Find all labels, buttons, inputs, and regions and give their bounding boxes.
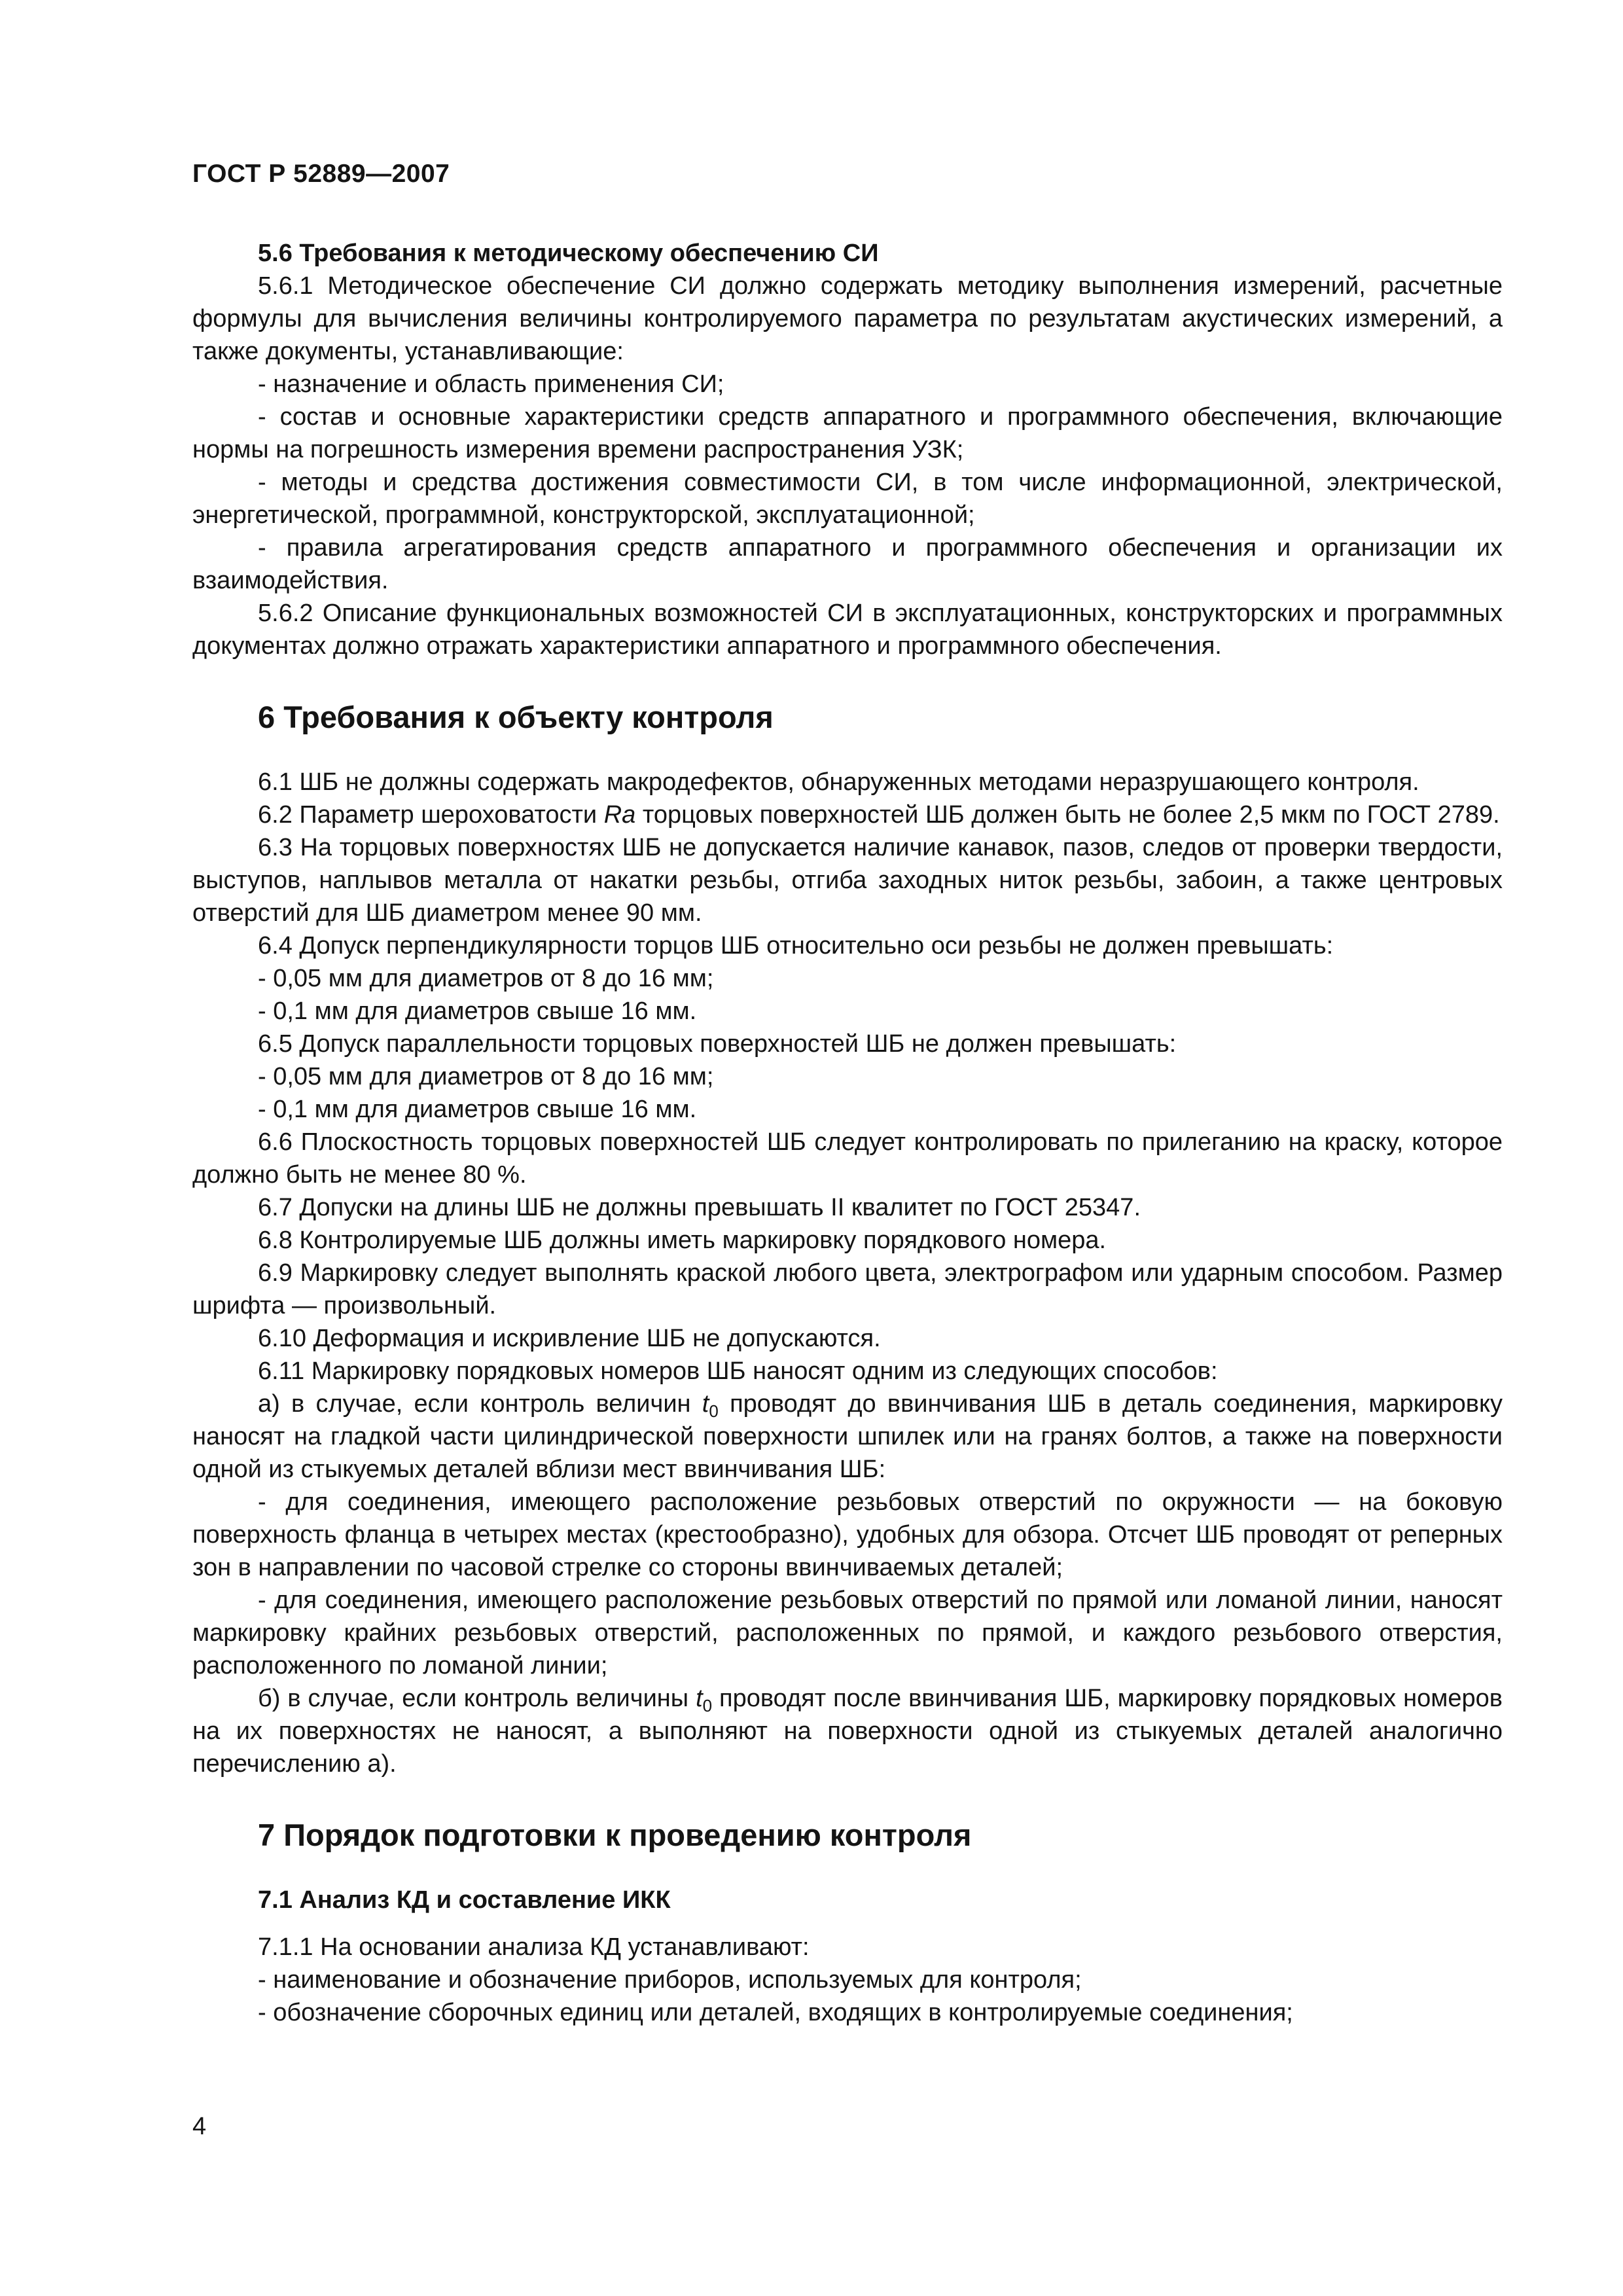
paragraph-6-11-b-part2: проводят после ввинчивания ШБ, маркировку порядковых номеров на их поверхностях не наносят, а выполняют на поверхности одной из стыкуемых деталей аналогично перечислению а). <box>192 1685 1503 1778</box>
subsection-heading-7-1: 7.1 Анализ КД и составление ИКК <box>258 1886 671 1914</box>
list-item: - для соединения, имеющего расположение резьбовых отверстий по окружности — на боковую поверхность фланца в четырех местах (крестообразно), удобных для обзора. Отсчет ШБ проводят от реперных зон в направлении по часовой стрелке со стороны ввинчиваемых деталей; <box>192 1488 1503 1581</box>
paragraph-6-11-a <box>192 1388 1503 1486</box>
paragraph-6-9: 6.9 Маркировку следует выполнять краской любого цвета, электрографом или ударным способом. Размер шрифта — произвольный. <box>192 1259 1503 1319</box>
document-code-header: ГОСТ Р 52889—2007 <box>192 160 450 188</box>
t0-subscript: 0 <box>702 1696 713 1715</box>
paragraph-6-4: 6.4 Допуск перпендикулярности торцов ШБ относительно оси резьбы не должен превышать: <box>258 932 1334 960</box>
paragraph-6-2-part2: торцовых поверхностей ШБ должен быть не более 2,5 мкм по ГОСТ 2789. <box>635 801 1500 829</box>
section-heading-6: 6 Требования к объекту контроля <box>258 700 774 734</box>
section-heading-7: 7 Порядок подготовки к проведению контроля <box>258 1818 972 1852</box>
paragraph-6-2-part1: 6.2 Параметр шероховатости <box>258 801 604 829</box>
paragraph-6-3: 6.3 На торцовых поверхностях ШБ не допускается наличие канавок, пазов, следов от проверки твердости, выступов, наплывов металла от накатки резьбы, отгиба заходных ниток резьбы, забоин, а также центровых отверстий для ШБ диаметром менее 90 мм. <box>192 834 1503 927</box>
list-item: - 0,1 мм для диаметров свыше 16 мм. <box>258 1096 697 1123</box>
list-item: - состав и основные характеристики средств аппаратного и программного обеспечения, включающие нормы на погрешность измерения времени распространения УЗК; <box>192 403 1503 463</box>
t0-subscript: 0 <box>709 1401 719 1421</box>
paragraph-6-7: 6.7 Допуски на длины ШБ не должны превышать II квалитет по ГОСТ 25347. <box>258 1194 1141 1221</box>
paragraph-5-6-1: 5.6.1 Методическое обеспечение СИ должно содержать методику выполнения измерений, расчетные формулы для вычисления величины контролируемого параметра по результатам акустических измерений, а также документы, устанавливающие: <box>192 272 1503 365</box>
paragraph-6-1: 6.1 ШБ не должны содержать макродефектов, обнаруженных методами неразрушающего контроля. <box>258 768 1419 796</box>
subsection-heading-5-6: 5.6 Требования к методическому обеспечению СИ <box>258 240 879 267</box>
paragraph-7-1-1: 7.1.1 На основании анализа КД устанавливают: <box>258 1933 810 1961</box>
paragraph-6-11-a-part2: проводят до ввинчивания ШБ в деталь соединения, маркировку наносят на гладкой части цилиндрической поверхности шпилек или на гранях болтов, а также на поверхности одной из стыкуемых деталей вблизи мест ввинчивания ШБ: <box>192 1390 1503 1483</box>
paragraph-6-11-b-part1: б) в случае, если контроль величины <box>258 1685 696 1712</box>
page-number: 4 <box>192 2113 207 2140</box>
list-item: - 0,05 мм для диаметров от 8 до 16 мм; <box>258 1063 714 1090</box>
paragraph-6-6: 6.6 Плоскостность торцовых поверхностей ШБ следует контролировать по прилеганию на краску, которое должно быть не менее 80 %. <box>192 1128 1503 1189</box>
list-item: - обозначение сборочных единиц или деталей, входящих в контролируемые соединения; <box>258 1999 1293 2026</box>
paragraph-6-11-b <box>192 1682 1503 1780</box>
paragraph-5-6-2: 5.6.2 Описание функциональных возможностей СИ в эксплуатационных, конструкторских и программных документах должно отражать характеристики аппаратного и программного обеспечения. <box>192 600 1503 660</box>
paragraph-6-2 <box>192 798 1503 831</box>
list-item: - 0,1 мм для диаметров свыше 16 мм. <box>258 997 697 1025</box>
paragraph-6-10: 6.10 Деформация и искривление ШБ не допускаются. <box>258 1325 881 1352</box>
list-item: - для соединения, имеющего расположение резьбовых отверстий по прямой или ломаной линии, наносят маркировку крайних резьбовых отверстий, расположенных по прямой, и каждого резьбового отверстия, расположенного по ломаной линии; <box>192 1587 1503 1679</box>
t0-symbol: t <box>696 1685 703 1712</box>
paragraph-6-11: 6.11 Маркировку порядковых номеров ШБ наносят одним из следующих способов: <box>258 1357 1218 1385</box>
ra-symbol: Ra <box>603 801 636 829</box>
list-item: - наименование и обозначение приборов, используемых для контроля; <box>258 1966 1082 1994</box>
document-body <box>192 237 1503 2029</box>
t0-symbol: t <box>702 1390 709 1418</box>
list-item: - 0,05 мм для диаметров от 8 до 16 мм; <box>258 965 714 992</box>
paragraph-6-8: 6.8 Контролируемые ШБ должны иметь маркировку порядкового номера. <box>258 1227 1107 1254</box>
list-item: - правила агрегатирования средств аппаратного и программного обеспечения и организации их взаимодействия. <box>192 534 1503 594</box>
paragraph-6-11-a-part1: а) в случае, если контроль величин <box>258 1390 702 1418</box>
list-item: - методы и средства достижения совместимости СИ, в том числе информационной, электрической, энергетической, программной, конструкторской, эксплуатационной; <box>192 469 1503 529</box>
list-item: - назначение и область применения СИ; <box>258 370 724 398</box>
paragraph-6-5: 6.5 Допуск параллельности торцовых поверхностей ШБ не должен превышать: <box>258 1030 1177 1058</box>
